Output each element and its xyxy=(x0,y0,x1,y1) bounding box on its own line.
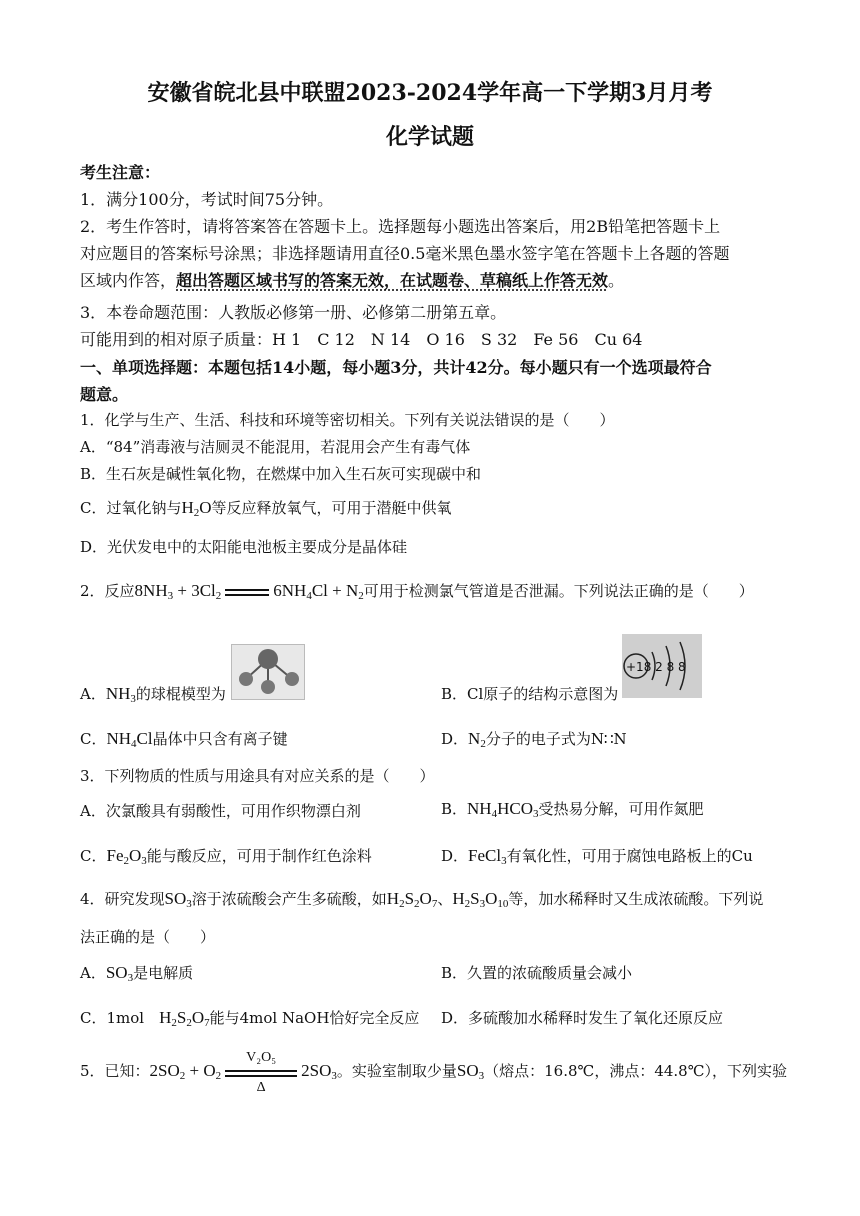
section-heading-cont: 题意。 xyxy=(80,385,129,404)
q3-option-a: A．次氯酸具有弱酸性，可用作织物漂白剂 xyxy=(80,802,361,820)
q3-option-b: B．$NH_4HCO_3$受热易分解，可用作氮肥 xyxy=(441,799,704,820)
q1-option-a: A．“84”消毒液与洁厕灵不能混用，若混用会产生有毒气体 xyxy=(80,438,471,456)
atom-label: +18 2 8 8 xyxy=(626,660,686,674)
notice-item-3: 3．本卷命题范围：人教版必修第一册、必修第二册第五章。 xyxy=(80,303,507,322)
q1-option-b: B．生石灰是碱性氧化物，在燃煤中加入生石灰可实现碳中和 xyxy=(80,465,482,483)
q4-option-b: B．久置的浓硫酸质量会减小 xyxy=(441,964,633,982)
q2-option-b: B．Cl原子的结构示意图为 xyxy=(441,685,619,703)
q2-option-d: D．$N_2$分子的电子式为N∷N xyxy=(441,729,627,750)
q4-stem-cont: 法正确的是（ ） xyxy=(80,928,216,946)
notice-item-2c: 区域内作答，超出答题区域书写的答案无效，在试题卷、草稿纸上作答无效。 xyxy=(80,271,625,290)
q4-option-d: D．多硫酸加水稀释时发生了氧化还原反应 xyxy=(441,1009,724,1027)
atomic-masses: 可能用到的相对原子质量：H 1 C 12 N 14 O 16 S 32 Fe 56 Cu 64 xyxy=(80,330,643,349)
page-title: 安徽省皖北县中联盟2023-2024学年高一下学期3月月考 xyxy=(147,80,713,106)
notice-item-2b: 对应题目的答案标号涂黑；非选择题请用直径0.5毫米黑色墨水签字笔在答题卡上各题的答题 xyxy=(80,244,730,263)
q1-option-c: C．过氧化钠与$H_2O$等反应释放氧气，可用于潜艇中供氧 xyxy=(80,498,452,519)
notice-emphasis: 超出答题区域书写的答案无效，在试题卷、草稿纸上作答无效 xyxy=(176,271,609,290)
q3-stem: 3．下列物质的性质与用途具有对应关系的是（ ） xyxy=(80,767,435,785)
notice-item-2a: 2．考生作答时，请将答案答在答题卡上。选择题每小题选出答案后，用2B铅笔把答题卡上 xyxy=(80,217,721,236)
q3-option-c: C．$Fe_2O_3$能与酸反应，可用于制作红色涂料 xyxy=(80,846,372,867)
q1-stem: 1．化学与生产、生活、科技和环境等密切相关。下列有关说法错误的是（ ） xyxy=(80,411,615,429)
q2-option-c: C．$NH_4Cl$晶体中只含有离子键 xyxy=(80,729,288,750)
notice-item-1: 1．满分100分，考试时间75分钟。 xyxy=(80,190,334,209)
equals-sign xyxy=(225,586,269,598)
notice-heading: 考生注意： xyxy=(80,163,161,182)
q3-option-d: D．FeCl$_3$有氧化性，可用于腐蚀电路板上的Cu xyxy=(441,846,753,867)
q4-option-a: A．$SO_3$是电解质 xyxy=(80,963,194,984)
reversible-arrow: $\frac{\text{V₂O₅}}{\Delta}$ xyxy=(225,1050,297,1094)
q4-option-c: C．1mol $H_2S_2O_7$能与4mol NaOH恰好完全反应 xyxy=(80,1008,420,1029)
q4-stem: 4．研究发现$SO_3$溶于浓硫酸会产生多硫酸，如$H_2S_2O_7$、$H_2S_3O_{10}$等，加水稀释时又生成浓硫酸。下列说 xyxy=(80,889,764,910)
q2-stem: 2．反应$8NH_3 + 3Cl_2$ $6NH_4Cl + N_2$可用于检测氯气管道是否泄漏。下列说法正确的是（ ） xyxy=(80,581,754,602)
q1-option-d: D．光伏发电中的太阳能电池板主要成分是晶体硅 xyxy=(80,538,408,556)
cl-atom-structure-image xyxy=(622,634,702,698)
q5-stem: 5．已知：$2SO_2 + O_2$ $\frac{\text{V₂O₅}}{\Delta}$ $2SO_3$。实验室制取少量$SO_3$（熔点：16.8℃，沸点：44.8℃），下列实验 xyxy=(80,1050,787,1095)
section-heading: 一、单项选择题：本题包括14小题，每小题3分，共计42分。每小题只有一个选项最符合 xyxy=(80,358,712,377)
q2-option-a: A．$NH_3$的球棍模型为 xyxy=(80,684,226,705)
nh3-ball-stick-image xyxy=(231,644,305,700)
page-subtitle: 化学试题 xyxy=(385,124,474,150)
